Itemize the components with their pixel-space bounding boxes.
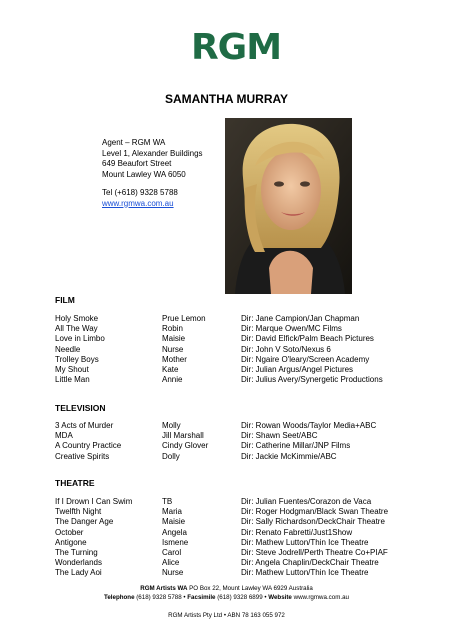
footer-company: RGM Artists WA (140, 585, 188, 592)
role: Maria (162, 507, 183, 517)
production-title: A Country Practice (55, 441, 122, 451)
footer-address-text: PO Box 22, Mount Lawley WA 6929 Australia (187, 585, 313, 592)
spacer (102, 180, 203, 188)
role: Mother (162, 354, 187, 364)
agent-line: Agent – RGM WA (102, 138, 166, 147)
footer-fax-label: Facsimile (187, 594, 216, 601)
director-company: Dir: Rowan Woods/Taylor Media+ABC (241, 421, 377, 430)
section-title-film: FILM (55, 295, 75, 305)
director-company: Dir: Marque Owen/MC Films (241, 324, 342, 334)
director-company: Dir: Renato Fabretti/Just1Show (241, 527, 353, 537)
headshot-photo (225, 118, 352, 294)
rgm-logo: RGM (190, 27, 282, 68)
production-title: Trolley Boys (55, 354, 99, 364)
director-company: Dir: Sally Richardson/DeckChair Theatre (241, 517, 385, 527)
director-company: Dir: Jane Campion/Jan Chapman (241, 314, 360, 323)
production-title: My Shout (55, 364, 89, 374)
production-title: MDA (55, 431, 73, 441)
role: Nurse (162, 344, 184, 354)
role: Maisie (162, 334, 186, 344)
footer-web: www.rgmwa.com.au (291, 594, 349, 601)
agent-line: Mount Lawley WA 6050 (102, 169, 186, 179)
production-title: Love in Limbo (55, 334, 105, 344)
actor-name: SAMANTHA MURRAY (164, 92, 289, 106)
agent-contact (102, 138, 203, 209)
director-company: Dir: Jackie McKimmie/ABC (241, 451, 337, 461)
role: Maisie (162, 517, 186, 527)
production-title: Twelfth Night (55, 507, 102, 517)
role: Dolly (162, 451, 180, 461)
role: Alice (162, 558, 180, 568)
role: Molly (162, 421, 181, 430)
role: Robin (162, 324, 183, 334)
role: Angela (162, 527, 187, 537)
production-title: Holy Smoke (55, 314, 99, 323)
role: Nurse (162, 568, 184, 578)
agent-line: Level 1, Alexander Buildings (102, 148, 203, 158)
section-title-television: TELEVISION (55, 403, 106, 413)
role: TB (162, 497, 173, 506)
director-company: Dir: Shawn Seet/ABC (241, 431, 318, 441)
production-title: Little Man (55, 375, 90, 385)
production-title: Wonderlands (55, 558, 102, 568)
section-title-theatre: THEATRE (55, 478, 95, 488)
role: Prue Lemon (162, 314, 206, 323)
footer-abn: RGM Artists Pty Ltd • ABN 78 163 055 972 (168, 612, 285, 619)
production-title: Creative Spirits (55, 451, 110, 461)
role: Annie (162, 375, 183, 385)
director-company: Dir: Roger Hodgman/Black Swan Theatre (241, 507, 389, 517)
director-company: Dir: Julian Argus/Angel Pictures (241, 364, 354, 374)
production-title: Needle (55, 344, 81, 354)
production-title: All The Way (55, 324, 98, 334)
production-title: October (55, 527, 84, 537)
director-company: Dir: Steve Jodrell/Perth Theatre Co+PIAF (241, 547, 388, 557)
role: Carol (162, 547, 182, 557)
director-company: Dir: Mathew Lutton/Thin Ice Theatre (241, 568, 369, 578)
director-company: Dir: Catherine Millar/JNP Films (241, 441, 351, 451)
production-title: Antigone (55, 537, 87, 547)
director-company: Dir: Julius Avery/Synergetic Productions (241, 375, 383, 385)
agent-line: 649 Beaufort Street (102, 159, 172, 168)
production-title: 3 Acts of Murder (55, 421, 114, 430)
agent-website-link[interactable]: www.rgmwa.com.au (102, 198, 174, 208)
director-company: Dir: Mathew Lutton/Thin Ice Theatre (241, 537, 369, 547)
role: Cindy Glover (162, 441, 209, 451)
production-title: The Lady Aoi (55, 568, 102, 578)
director-company: Dir: Ngaire O'leary/Screen Academy (241, 354, 370, 364)
production-title: The Danger Age (55, 517, 114, 527)
production-title: The Turning (55, 547, 98, 557)
director-company: Dir: David Elfick/Palm Beach Pictures (241, 334, 374, 344)
footer-tel: (618) 9328 5788 • (134, 594, 188, 601)
footer-fax: (618) 9328 6899 • (215, 594, 269, 601)
director-company: Dir: Angela Chaplin/DeckChair Theatre (241, 558, 379, 568)
footer-address (0, 584, 453, 593)
role: Jill Marshall (162, 431, 204, 441)
agent-phone: Tel (+618) 9328 5788 (102, 188, 178, 197)
director-company: Dir: Julian Fuentes/Corazon de Vaca (241, 497, 372, 506)
footer-web-label: Website (268, 594, 292, 601)
director-company: Dir: John V Soto/Nexus 6 (241, 344, 331, 354)
footer-contact (0, 593, 453, 602)
headshot-illustration (225, 118, 352, 294)
production-title: If I Drown I Can Swim (55, 497, 133, 506)
role: Ismene (162, 537, 189, 547)
role: Kate (162, 364, 179, 374)
footer-tel-label: Telephone (104, 594, 135, 601)
